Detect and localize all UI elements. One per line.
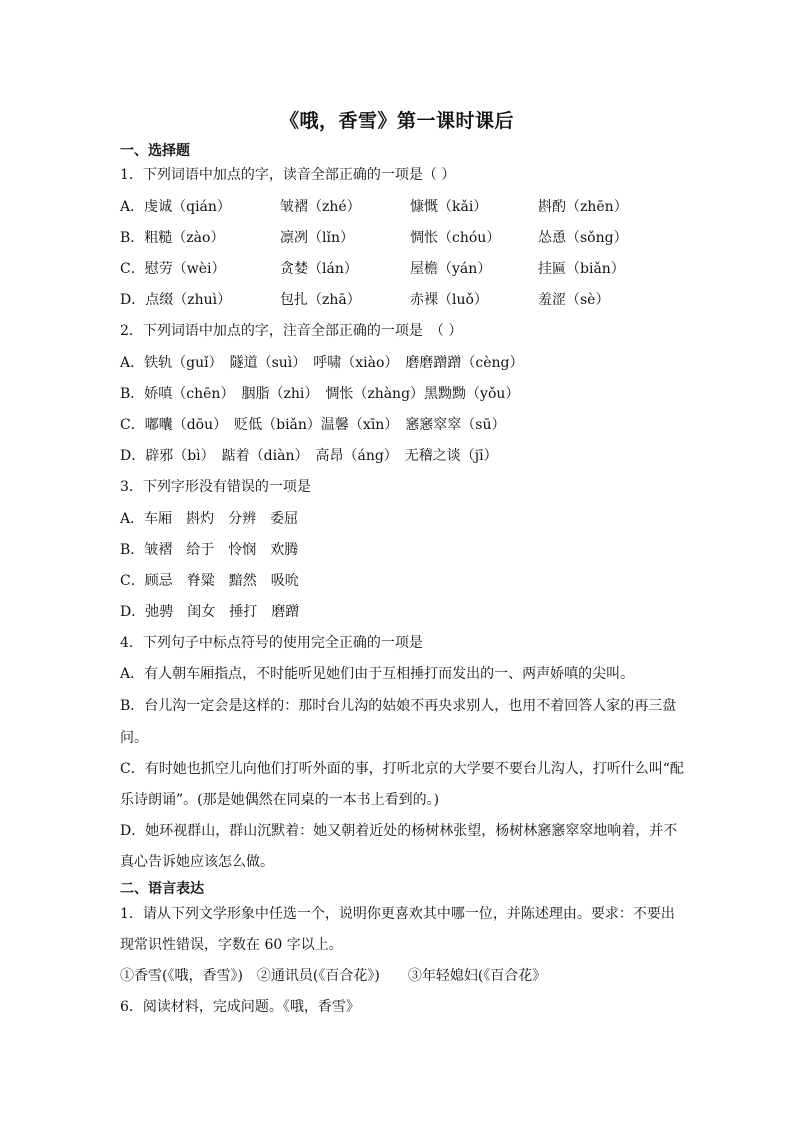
- question-2-option-a: A．铁轨（guǐ） 隧道（suì） 呼啸（xiào） 磨磨蹭蹭（cèng）: [120, 355, 524, 371]
- page-title: 《哦，香雪》第一课时课后: [279, 110, 514, 132]
- option-cell: 羞涩（sè）: [538, 292, 610, 308]
- question-4-text-line: A．有人朝车厢指点，不时能听见她们由于互相捶打而发出的一、两声娇嗔的尖叫。: [120, 666, 635, 682]
- question-4-text-line: D．她环视群山，群山沉默着：她又朝着近处的杨树林张望，杨树林窸窸窣窣地响着，并不: [120, 823, 678, 839]
- question-4-stem: 4．下列句子中标点符号的使用完全正确的一项是: [120, 635, 423, 651]
- question-3-option-b: B．皱褶 给于 怜悯 欢腾: [120, 542, 299, 558]
- question-1-option-b: [120, 229, 628, 247]
- option-cell: 挂匾（biǎn）: [538, 261, 625, 277]
- question-1-stem: 1．下列词语中加点的字，读音全部正确的一项是（ ）: [120, 167, 456, 183]
- question-2-option-c: C．嘟囔（dōu） 贬低（biǎn）温馨（xīn） 窸窸窣窣（sū）: [120, 417, 506, 433]
- expression-question-line: 1．请从下列文学形象中任选一个，说明你更喜欢其中哪一位，并陈述理由。要求：不要出: [120, 906, 675, 922]
- option-cell: 赤裸（luǒ）: [410, 292, 488, 308]
- option-cell: D．点缀（zhuì）: [120, 292, 232, 308]
- question-3-stem: 3．下列字形没有错误的一项是: [120, 479, 311, 495]
- question-3-option-a: A．车厢 斟灼 分辨 委屈: [120, 511, 299, 527]
- question-4-text-line: 乐诗朗诵”。(那是她偶然在同桌的一本书上看到的。): [120, 792, 440, 808]
- option-cell: 凛冽（lǐn）: [280, 230, 354, 246]
- question-1-option-a: [120, 198, 628, 216]
- expression-question-line: ①香雪(《哦，香雪》) ②通讯员(《百合花》) ③年轻媳妇(《百合花》: [120, 968, 547, 984]
- question-4-text-line: B．台儿沟一定会是这样的：那时台儿沟的姑娘不再央求别人，也用不着回答人家的再三盘: [120, 698, 677, 714]
- option-cell: 惆怅（chóu）: [410, 230, 501, 246]
- option-cell: 包扎（zhā）: [280, 292, 361, 308]
- option-cell: 斟酌（zhēn）: [538, 199, 628, 215]
- question-1-option-c: [120, 260, 625, 278]
- question-3-option-d: D．弛骋 闺女 捶打 磨蹭: [120, 604, 300, 620]
- option-cell: 慷慨（kǎi）: [410, 199, 488, 215]
- question-3-option-c: C．顾忌 脊粱 黯然 吸吮: [120, 573, 299, 589]
- section-heading-expression: 二、语言表达: [120, 881, 204, 897]
- question-2-stem: 2．下列词语中加点的字，注音全部正确的一项是 （ ）: [120, 323, 463, 339]
- option-cell: 皱褶（zhé）: [280, 199, 361, 215]
- section-heading-choice: 一、选择题: [120, 143, 190, 159]
- question-6-stem: 6．阅读材料，完成问题。《哦，香雪》: [120, 999, 360, 1015]
- option-cell: B．粗糙（zào）: [120, 230, 225, 246]
- option-cell: C．慰劳（wèi）: [120, 261, 226, 277]
- option-cell: 屋檐（yán）: [410, 261, 492, 277]
- option-cell: A．虔诚（qián）: [120, 199, 231, 215]
- expression-question-line: 现常识性错误，字数在 60 字以上。: [120, 937, 343, 953]
- question-4-text-line: 问。: [120, 730, 148, 746]
- option-cell: 怂恿（sǒng）: [538, 230, 628, 246]
- question-2-option-d: D．辟邪（bì） 踮着（diàn） 高昂（áng） 无稽之谈（jī）: [120, 448, 498, 464]
- question-4-text-line: C．有时她也抓空儿向他们打听外面的事，打听北京的大学要不要台儿沟人，打听什么叫“配: [120, 761, 684, 777]
- option-cell: 贪婪（lán）: [280, 261, 358, 277]
- question-2-option-b: B．娇嗔（chēn） 胭脂（zhi） 惆怅（zhàng）黑黝黝（yǒu）: [120, 386, 520, 402]
- question-4-text-line: 真心告诉她应该怎么做。: [120, 854, 274, 870]
- question-1-option-d: [120, 291, 609, 309]
